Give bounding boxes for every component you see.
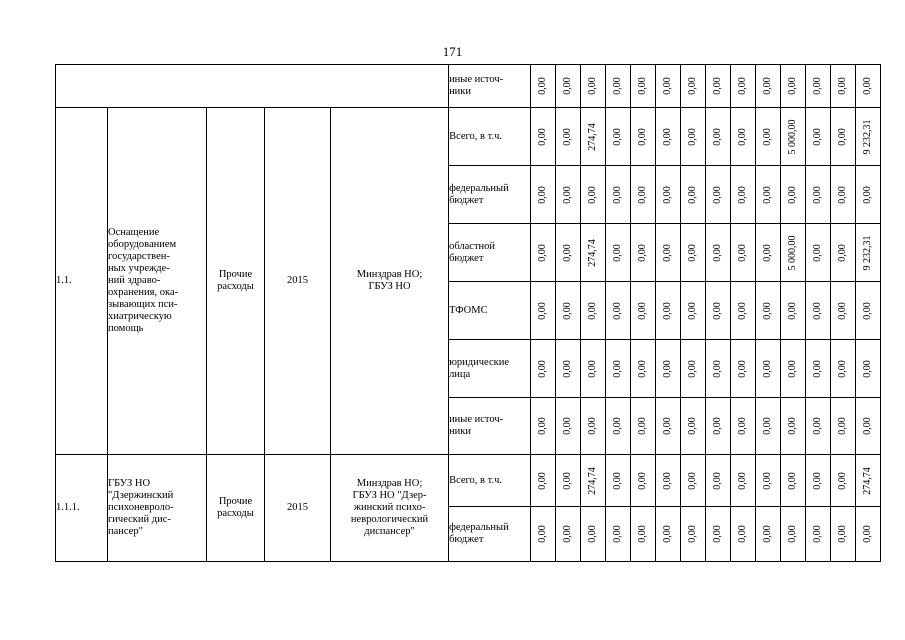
value-text: 0,00 bbox=[562, 359, 574, 378]
value-text: 0,00 bbox=[712, 301, 724, 320]
value-cell bbox=[781, 65, 806, 108]
value-text: 0,00 bbox=[612, 471, 624, 490]
value-cell bbox=[631, 455, 656, 507]
value-cell bbox=[631, 65, 656, 108]
value-text: 0,00 bbox=[712, 525, 724, 543]
value-cell bbox=[731, 455, 756, 507]
value-text: 0,00 bbox=[812, 301, 824, 320]
table-row bbox=[56, 108, 881, 166]
value-cell bbox=[656, 224, 681, 282]
value-text: 5 000,00 bbox=[787, 235, 799, 270]
value-text: 0,00 bbox=[837, 525, 849, 543]
value-text: 274,74 bbox=[587, 466, 599, 495]
expense-type: Прочие расходы bbox=[207, 108, 265, 455]
table-row bbox=[56, 455, 881, 507]
value-cell bbox=[806, 507, 831, 562]
source-label: федеральный бюджет bbox=[449, 166, 531, 224]
value-text: 0,00 bbox=[562, 301, 574, 320]
value-cell bbox=[656, 398, 681, 455]
value-text: 0,00 bbox=[662, 185, 674, 204]
value-cell bbox=[781, 108, 806, 166]
value-cell bbox=[606, 398, 631, 455]
value-cell bbox=[656, 282, 681, 340]
row-code: 1.1. bbox=[56, 108, 108, 455]
value-cell bbox=[856, 166, 881, 224]
value-text: 0,00 bbox=[587, 417, 599, 435]
value-cell bbox=[781, 455, 806, 507]
value-text: 0,00 bbox=[537, 417, 549, 435]
value-text: 0,00 bbox=[662, 77, 674, 95]
value-text: 0,00 bbox=[662, 417, 674, 435]
value-cell bbox=[531, 507, 556, 562]
value-cell bbox=[756, 224, 781, 282]
value-text: 0,00 bbox=[812, 77, 824, 95]
value-text: 0,00 bbox=[787, 471, 799, 490]
value-text: 0,00 bbox=[687, 185, 699, 204]
value-cell bbox=[806, 65, 831, 108]
value-text: 0,00 bbox=[687, 301, 699, 320]
row-code: 1.1.1. bbox=[56, 455, 108, 562]
value-cell bbox=[731, 224, 756, 282]
value-cell bbox=[631, 340, 656, 398]
table-row bbox=[56, 65, 881, 108]
value-cell bbox=[831, 282, 856, 340]
value-cell bbox=[581, 166, 606, 224]
value-text: 0,00 bbox=[712, 243, 724, 262]
value-text: 0,00 bbox=[787, 359, 799, 378]
value-cell bbox=[831, 108, 856, 166]
value-cell bbox=[781, 282, 806, 340]
value-text: 0,00 bbox=[762, 417, 774, 435]
value-cell bbox=[756, 455, 781, 507]
value-cell bbox=[756, 282, 781, 340]
value-text: 0,00 bbox=[662, 359, 674, 378]
value-cell bbox=[556, 340, 581, 398]
value-text: 0,00 bbox=[737, 301, 749, 320]
value-cell bbox=[781, 398, 806, 455]
value-text: 0,00 bbox=[712, 417, 724, 435]
value-cell bbox=[581, 224, 606, 282]
value-text: 0,00 bbox=[812, 417, 824, 435]
value-text: 0,00 bbox=[737, 185, 749, 204]
value-cell bbox=[731, 65, 756, 108]
value-text: 0,00 bbox=[612, 525, 624, 543]
source-label: Всего, в т.ч. bbox=[449, 108, 531, 166]
value-cell bbox=[706, 455, 731, 507]
value-text: 0,00 bbox=[712, 127, 724, 146]
value-cell bbox=[831, 507, 856, 562]
value-cell bbox=[806, 166, 831, 224]
value-cell bbox=[606, 340, 631, 398]
value-cell bbox=[706, 108, 731, 166]
source-label: Всего, в т.ч. bbox=[449, 455, 531, 507]
value-text: 0,00 bbox=[587, 185, 599, 204]
value-cell bbox=[531, 340, 556, 398]
value-text: 0,00 bbox=[837, 127, 849, 146]
value-text: 0,00 bbox=[637, 471, 649, 490]
value-cell bbox=[681, 507, 706, 562]
value-cell bbox=[706, 507, 731, 562]
value-text: 0,00 bbox=[612, 185, 624, 204]
value-cell bbox=[831, 340, 856, 398]
value-text: 0,00 bbox=[562, 243, 574, 262]
value-text: 0,00 bbox=[687, 359, 699, 378]
value-cell bbox=[856, 340, 881, 398]
value-cell bbox=[581, 108, 606, 166]
value-cell bbox=[831, 166, 856, 224]
value-text: 0,00 bbox=[637, 127, 649, 146]
value-text: 0,00 bbox=[562, 417, 574, 435]
value-text: 0,00 bbox=[787, 301, 799, 320]
value-cell bbox=[606, 166, 631, 224]
value-cell bbox=[656, 340, 681, 398]
value-text: 0,00 bbox=[687, 127, 699, 146]
value-text: 0,00 bbox=[587, 525, 599, 543]
value-text: 0,00 bbox=[737, 417, 749, 435]
value-cell bbox=[731, 398, 756, 455]
value-text: 0,00 bbox=[762, 243, 774, 262]
value-text: 0,00 bbox=[537, 127, 549, 146]
value-text: 0,00 bbox=[762, 301, 774, 320]
value-text: 0,00 bbox=[562, 525, 574, 543]
value-cell bbox=[581, 340, 606, 398]
value-text: 0,00 bbox=[612, 127, 624, 146]
value-cell bbox=[681, 166, 706, 224]
value-cell bbox=[656, 65, 681, 108]
value-text: 0,00 bbox=[537, 525, 549, 543]
value-cell bbox=[681, 455, 706, 507]
value-cell bbox=[806, 340, 831, 398]
value-text: 0,00 bbox=[562, 185, 574, 204]
value-cell bbox=[681, 282, 706, 340]
value-text: 0,00 bbox=[762, 127, 774, 146]
value-text: 0,00 bbox=[737, 471, 749, 490]
value-text: 0,00 bbox=[637, 417, 649, 435]
value-cell bbox=[681, 224, 706, 282]
value-cell bbox=[731, 166, 756, 224]
value-text: 0,00 bbox=[812, 525, 824, 543]
value-cell bbox=[606, 282, 631, 340]
value-cell bbox=[531, 65, 556, 108]
value-cell bbox=[706, 65, 731, 108]
source-label: юридические лица bbox=[449, 340, 531, 398]
value-text: 0,00 bbox=[837, 185, 849, 204]
value-cell bbox=[781, 340, 806, 398]
value-cell bbox=[581, 282, 606, 340]
value-cell bbox=[806, 108, 831, 166]
value-cell bbox=[656, 166, 681, 224]
value-text: 0,00 bbox=[737, 243, 749, 262]
value-text: 0,00 bbox=[737, 127, 749, 146]
value-text: 0,00 bbox=[837, 77, 849, 95]
value-cell bbox=[656, 108, 681, 166]
value-cell bbox=[581, 455, 606, 507]
value-text: 0,00 bbox=[587, 359, 599, 378]
value-cell bbox=[856, 282, 881, 340]
value-cell bbox=[706, 166, 731, 224]
value-cell bbox=[731, 282, 756, 340]
source-label: ТФОМС bbox=[449, 282, 531, 340]
empty-merged-cell bbox=[56, 65, 449, 108]
value-cell bbox=[556, 65, 581, 108]
value-cell bbox=[781, 507, 806, 562]
value-cell bbox=[631, 282, 656, 340]
value-text: 0,00 bbox=[537, 471, 549, 490]
value-cell bbox=[806, 282, 831, 340]
value-cell bbox=[556, 507, 581, 562]
activity-name: ГБУЗ НО "Дзержинский психоневроло- гический дис- пансер" bbox=[108, 455, 207, 562]
value-cell bbox=[681, 108, 706, 166]
value-text: 0,00 bbox=[562, 77, 574, 95]
year: 2015 bbox=[265, 455, 331, 562]
value-cell bbox=[631, 108, 656, 166]
value-text: 0,00 bbox=[862, 359, 874, 378]
value-cell bbox=[781, 224, 806, 282]
value-text: 0,00 bbox=[612, 301, 624, 320]
value-text: 0,00 bbox=[837, 301, 849, 320]
value-cell bbox=[756, 65, 781, 108]
source-label: иные источ- ники bbox=[449, 65, 531, 108]
value-text: 0,00 bbox=[637, 243, 649, 262]
value-text: 9 232,31 bbox=[862, 119, 874, 154]
value-cell bbox=[706, 398, 731, 455]
value-cell bbox=[581, 398, 606, 455]
source-label: федеральный бюджет bbox=[449, 507, 531, 562]
value-cell bbox=[731, 108, 756, 166]
value-text: 0,00 bbox=[662, 471, 674, 490]
value-cell bbox=[556, 282, 581, 340]
value-cell bbox=[856, 224, 881, 282]
value-text: 0,00 bbox=[812, 471, 824, 490]
value-text: 0,00 bbox=[787, 417, 799, 435]
value-text: 0,00 bbox=[662, 301, 674, 320]
value-text: 0,00 bbox=[712, 185, 724, 204]
value-cell bbox=[756, 108, 781, 166]
value-cell bbox=[556, 166, 581, 224]
value-text: 0,00 bbox=[812, 127, 824, 146]
value-text: 0,00 bbox=[862, 185, 874, 204]
value-cell bbox=[606, 224, 631, 282]
executor: Минздрав НО; ГБУЗ НО bbox=[331, 108, 449, 455]
value-text: 0,00 bbox=[612, 417, 624, 435]
value-text: 0,00 bbox=[687, 77, 699, 95]
page-number: 171 bbox=[442, 44, 463, 59]
value-text: 0,00 bbox=[862, 525, 874, 543]
value-text: 0,00 bbox=[537, 359, 549, 378]
value-cell bbox=[556, 398, 581, 455]
value-cell bbox=[706, 340, 731, 398]
value-text: 0,00 bbox=[662, 127, 674, 146]
value-cell bbox=[831, 65, 856, 108]
value-cell bbox=[731, 507, 756, 562]
value-text: 0,00 bbox=[537, 77, 549, 95]
value-cell bbox=[531, 224, 556, 282]
value-cell bbox=[656, 455, 681, 507]
value-text: 0,00 bbox=[637, 359, 649, 378]
value-cell bbox=[856, 455, 881, 507]
value-text: 0,00 bbox=[762, 525, 774, 543]
value-text: 0,00 bbox=[562, 471, 574, 490]
value-text: 0,00 bbox=[537, 301, 549, 320]
value-text: 274,74 bbox=[587, 122, 599, 151]
value-text: 0,00 bbox=[787, 185, 799, 204]
value-text: 0,00 bbox=[687, 471, 699, 490]
value-cell bbox=[631, 507, 656, 562]
value-cell bbox=[556, 108, 581, 166]
value-text: 0,00 bbox=[712, 77, 724, 95]
value-cell bbox=[831, 224, 856, 282]
value-text: 0,00 bbox=[812, 185, 824, 204]
value-cell bbox=[606, 455, 631, 507]
value-cell bbox=[706, 224, 731, 282]
value-cell bbox=[756, 166, 781, 224]
value-cell bbox=[806, 224, 831, 282]
value-text: 0,00 bbox=[862, 77, 874, 95]
value-cell bbox=[756, 398, 781, 455]
value-text: 0,00 bbox=[662, 243, 674, 262]
value-cell bbox=[531, 455, 556, 507]
value-text: 9 232,31 bbox=[862, 235, 874, 270]
value-text: 0,00 bbox=[712, 471, 724, 490]
value-cell bbox=[681, 398, 706, 455]
value-cell bbox=[581, 507, 606, 562]
value-cell bbox=[606, 65, 631, 108]
value-text: 0,00 bbox=[862, 417, 874, 435]
value-cell bbox=[806, 455, 831, 507]
source-label: областной бюджет bbox=[449, 224, 531, 282]
value-cell bbox=[706, 282, 731, 340]
source-label: иные источ- ники bbox=[449, 398, 531, 455]
value-text: 0,00 bbox=[612, 77, 624, 95]
value-cell bbox=[756, 340, 781, 398]
value-text: 0,00 bbox=[637, 525, 649, 543]
value-text: 0,00 bbox=[562, 127, 574, 146]
value-text: 0,00 bbox=[537, 185, 549, 204]
value-cell bbox=[631, 166, 656, 224]
value-text: 0,00 bbox=[612, 243, 624, 262]
value-text: 0,00 bbox=[762, 185, 774, 204]
value-cell bbox=[856, 398, 881, 455]
value-cell bbox=[556, 455, 581, 507]
value-cell bbox=[781, 166, 806, 224]
value-cell bbox=[681, 65, 706, 108]
value-cell bbox=[581, 65, 606, 108]
value-cell bbox=[856, 507, 881, 562]
value-text: 274,74 bbox=[862, 466, 874, 495]
value-cell bbox=[531, 282, 556, 340]
value-cell bbox=[806, 398, 831, 455]
budget-table bbox=[55, 64, 881, 562]
value-text: 0,00 bbox=[737, 525, 749, 543]
value-text: 274,74 bbox=[587, 238, 599, 267]
value-text: 0,00 bbox=[737, 77, 749, 95]
value-text: 0,00 bbox=[762, 77, 774, 95]
value-text: 0,00 bbox=[837, 471, 849, 490]
value-text: 0,00 bbox=[712, 359, 724, 378]
value-cell bbox=[531, 166, 556, 224]
value-cell bbox=[831, 455, 856, 507]
value-text: 5 000,00 bbox=[787, 119, 799, 154]
value-text: 0,00 bbox=[812, 359, 824, 378]
value-text: 0,00 bbox=[787, 77, 799, 95]
value-text: 0,00 bbox=[637, 185, 649, 204]
activity-name: Оснащение оборудованием государствен- ных учрежде- ний здраво- охранения, ока- зывающих пси- хиатрическую помощь bbox=[108, 108, 207, 455]
value-text: 0,00 bbox=[687, 525, 699, 543]
value-text: 0,00 bbox=[837, 243, 849, 262]
value-text: 0,00 bbox=[762, 471, 774, 490]
value-text: 0,00 bbox=[687, 417, 699, 435]
value-cell bbox=[531, 398, 556, 455]
value-text: 0,00 bbox=[687, 243, 699, 262]
value-text: 0,00 bbox=[812, 243, 824, 262]
value-text: 0,00 bbox=[737, 359, 749, 378]
expense-type: Прочие расходы bbox=[207, 455, 265, 562]
value-text: 0,00 bbox=[587, 301, 599, 320]
value-text: 0,00 bbox=[762, 359, 774, 378]
value-text: 0,00 bbox=[637, 77, 649, 95]
value-cell bbox=[556, 224, 581, 282]
value-text: 0,00 bbox=[662, 525, 674, 543]
value-text: 0,00 bbox=[637, 301, 649, 320]
value-text: 0,00 bbox=[862, 301, 874, 320]
value-text: 0,00 bbox=[537, 243, 549, 262]
value-cell bbox=[656, 507, 681, 562]
year: 2015 bbox=[265, 108, 331, 455]
value-text: 0,00 bbox=[837, 359, 849, 378]
value-cell bbox=[631, 224, 656, 282]
value-cell bbox=[831, 398, 856, 455]
value-text: 0,00 bbox=[787, 525, 799, 543]
value-cell bbox=[756, 507, 781, 562]
value-cell bbox=[606, 108, 631, 166]
value-cell bbox=[731, 340, 756, 398]
executor: Минздрав НО; ГБУЗ НО "Дзер- жинский психо- неврологический диспансер" bbox=[331, 455, 449, 562]
value-cell bbox=[531, 108, 556, 166]
value-text: 0,00 bbox=[837, 417, 849, 435]
value-cell bbox=[681, 340, 706, 398]
value-cell bbox=[606, 507, 631, 562]
value-cell bbox=[631, 398, 656, 455]
value-text: 0,00 bbox=[612, 359, 624, 378]
value-cell bbox=[856, 108, 881, 166]
value-text: 0,00 bbox=[587, 77, 599, 95]
value-cell bbox=[856, 65, 881, 108]
